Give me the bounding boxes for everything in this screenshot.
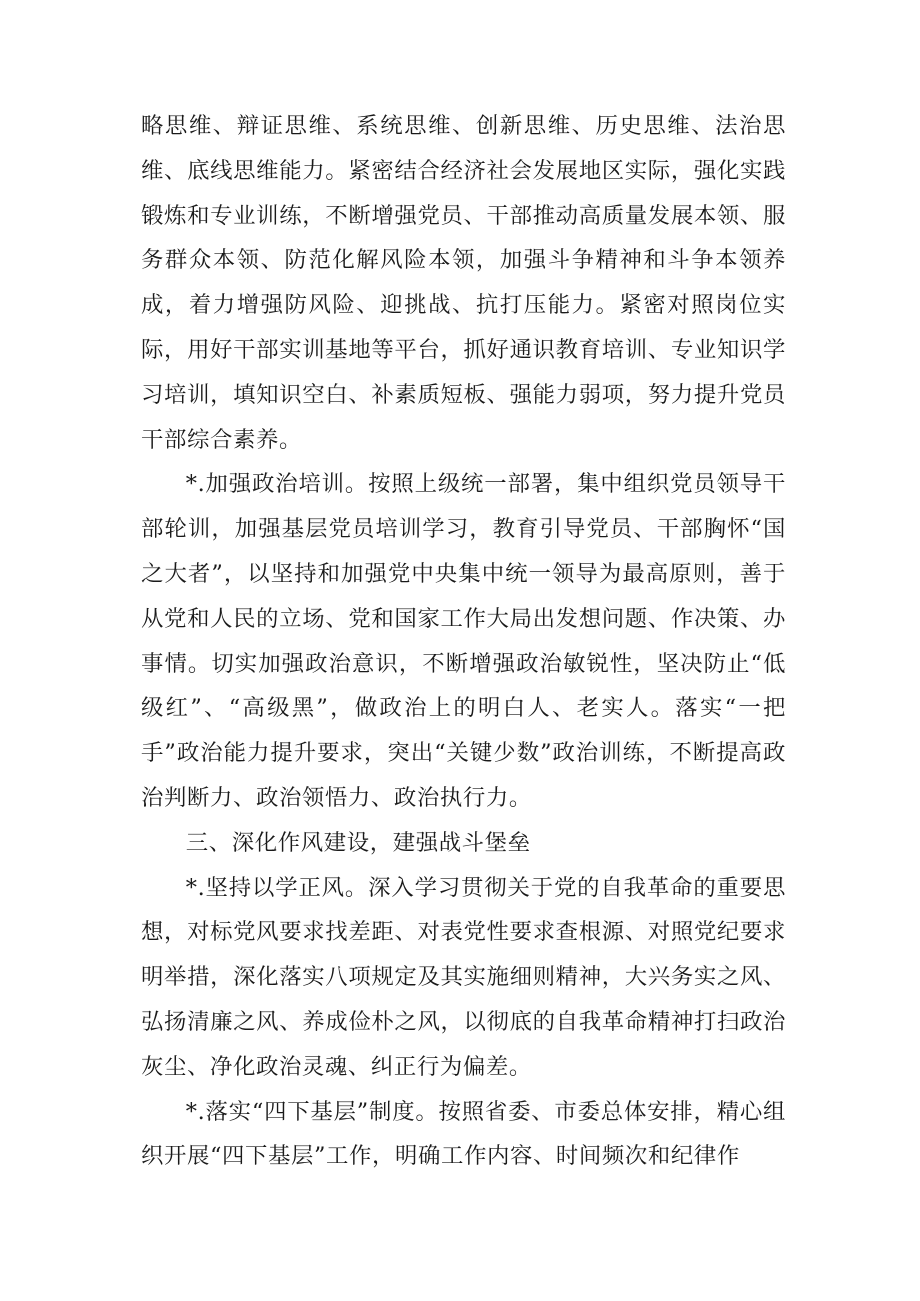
paragraph-rectify-style: *.坚持以学正风。深入学习贯彻关于党的自我革命的重要思想，对标党风要求找差距、对表党性要求查根源、对照党纪要求明举措，深化落实八项规定及其实施细则精神，大兴务实之风、弘扬清廉之风、养成俭朴之风，以彻底的自我革命精神打扫政治灰尘、净化政治灵魂、纠正行为偏差。 [141, 874, 786, 1080]
section-heading: 三、深化作风建设，建强战斗堡垒 [185, 829, 531, 856]
paragraph-four-down-system: *.落实“四下基层”制度。按照省委、市委总体安排，精心组织开展“四下基层”工作，明确工作内容、时间频次和纪律作 [141, 1098, 786, 1170]
paragraph-continued: 略思维、辩证思维、系统思维、创新思维、历史思维、法治思维、底线思维能力。紧密结合经济社会发展地区实际，强化实践锻炼和专业训练，不断增强党员、干部推动高质量发展本领、服务群众本领、防范化解风险本领，加强斗争精神和斗争本领养成，着力增强防风险、迎挑战、抗打压能力。紧密对照岗位实际，用好干部实训基地等平台，抓好通识教育培训、专业知识学习培训，填知识空白、补素质短板、强能力弱项，努力提升党员干部综合素养。 [141, 113, 786, 453]
document-body [141, 104, 786, 1179]
paragraph-political-training: *.加强政治培训。按照上级统一部署，集中组织党员领导干部轮训，加强基层党员培训学习，教育引导党员、干部胸怀“国之大者”，以坚持和加强党中央集中统一领导为最高原则，善于从党和人民的立场、党和国家工作大局出发想问题、作决策、办事情。切实加强政治意识，不断增强政治敏锐性，坚决防止“低级红”、“高级黑”，做政治上的明白人、老实人。落实“一把手”政治能力提升要求，突出“关键少数”政治训练，不断提高政治判断力、政治领悟力、政治执行力。 [141, 471, 786, 811]
